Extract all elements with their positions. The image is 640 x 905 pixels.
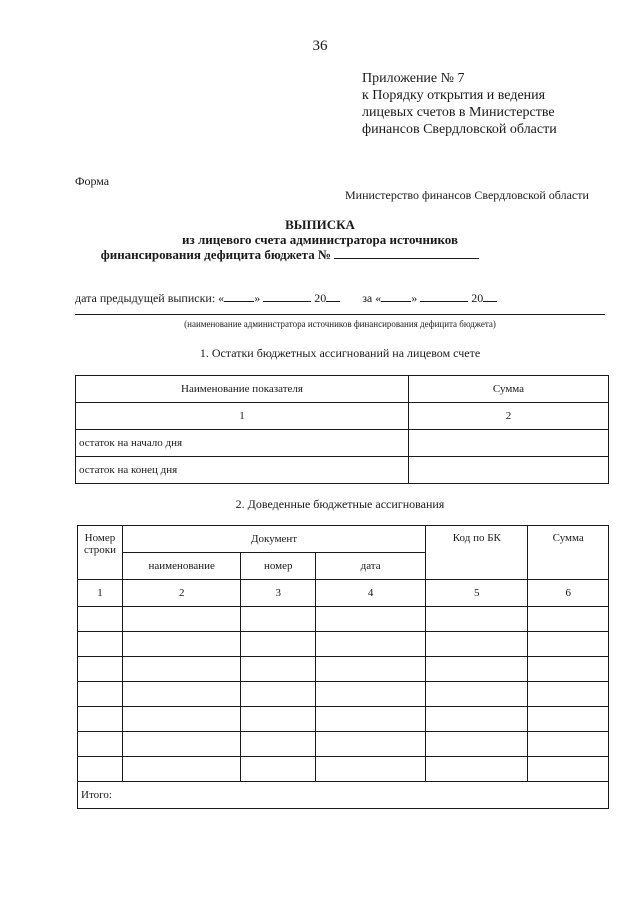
cell[interactable] [241, 657, 316, 682]
assignments-table [77, 525, 609, 809]
table-row [76, 430, 609, 457]
prev-month-blank[interactable] [263, 290, 311, 302]
table-row [76, 457, 609, 484]
page-number: 36 [312, 38, 328, 54]
quote-close: » [411, 291, 418, 305]
header-sum: Сумма [528, 526, 609, 580]
cell[interactable] [528, 682, 609, 707]
col-num: 5 [426, 580, 528, 607]
admin-name-line[interactable] [75, 314, 605, 315]
subheader-date: дата [316, 553, 426, 580]
title-line-2: из лицевого счета администратора источников [182, 232, 458, 247]
appendix-note [362, 70, 557, 138]
appendix-line: лицевых счетов в Министерстве [362, 105, 555, 120]
cell[interactable] [122, 707, 241, 732]
col-num: 6 [528, 580, 609, 607]
table-row [78, 757, 609, 782]
cell[interactable] [122, 732, 241, 757]
cell[interactable] [241, 632, 316, 657]
header-sum: Сумма [409, 376, 609, 403]
cell[interactable] [78, 607, 123, 632]
row-label: остаток на начало дня [76, 430, 409, 457]
year-prefix: 20 [471, 291, 484, 305]
cell[interactable] [426, 707, 528, 732]
cell[interactable] [426, 657, 528, 682]
title-line-1: ВЫПИСКА [285, 217, 355, 232]
cell[interactable] [241, 757, 316, 782]
ministry-name: Министерство финансов Свердловской области [345, 188, 589, 202]
row-label: остаток на конец дня [76, 457, 409, 484]
appendix-line: финансов Свердловской области [362, 122, 557, 137]
cell[interactable] [241, 707, 316, 732]
cell[interactable] [528, 657, 609, 682]
title-line-3-text: финансирования дефицита бюджета № [100, 247, 332, 262]
cell[interactable] [426, 732, 528, 757]
table-row [78, 632, 609, 657]
cell[interactable] [241, 732, 316, 757]
cell[interactable] [316, 707, 426, 732]
cell[interactable] [78, 707, 123, 732]
cell[interactable] [316, 657, 426, 682]
header-document: Документ [122, 526, 425, 553]
cell[interactable] [241, 607, 316, 632]
table-row [78, 732, 609, 757]
sum-cell[interactable] [409, 457, 609, 484]
prev-day-blank[interactable] [224, 290, 254, 302]
col-num: 2 [122, 580, 241, 607]
cell[interactable] [316, 757, 426, 782]
total-row [78, 782, 609, 809]
year-prefix: 20 [314, 291, 327, 305]
prev-date-label: дата предыдущей выписки: « [75, 291, 225, 305]
cell[interactable] [122, 632, 241, 657]
table-row [78, 657, 609, 682]
quote-close: » [254, 291, 261, 305]
for-day-blank[interactable] [381, 290, 411, 302]
cell[interactable] [316, 732, 426, 757]
title-line-3 [0, 247, 610, 262]
cell[interactable] [122, 682, 241, 707]
subheader-number: номер [241, 553, 316, 580]
admin-caption: (наименование администратора источников финансирования дефицита бюджета) [184, 319, 496, 329]
form-label: Форма [75, 174, 110, 188]
col-num: 1 [76, 403, 409, 430]
subheader-name: наименование [122, 553, 241, 580]
for-year-blank[interactable] [483, 290, 497, 302]
prev-year-blank[interactable] [326, 290, 340, 302]
cell[interactable] [316, 607, 426, 632]
cell[interactable] [528, 757, 609, 782]
section-1-title: 1. Остатки бюджетных ассигнований на лицевом счете [199, 346, 481, 360]
appendix-line: к Порядку открытия и ведения [362, 88, 546, 103]
cell[interactable] [528, 607, 609, 632]
cell[interactable] [316, 632, 426, 657]
document-title [0, 217, 640, 262]
cell[interactable] [528, 732, 609, 757]
cell[interactable] [78, 682, 123, 707]
for-date-label: за « [362, 291, 382, 305]
table-row [78, 707, 609, 732]
table-row [78, 682, 609, 707]
cell[interactable] [426, 682, 528, 707]
cell[interactable] [426, 632, 528, 657]
cell[interactable] [528, 632, 609, 657]
account-number-blank[interactable] [334, 247, 479, 259]
cell[interactable] [78, 657, 123, 682]
col-num: 2 [409, 403, 609, 430]
appendix-line: Приложение № 7 [362, 71, 465, 86]
cell[interactable] [316, 682, 426, 707]
header-row-number: Номер строки [78, 526, 123, 580]
col-num: 1 [78, 580, 123, 607]
total-label: Итого: [78, 782, 609, 809]
cell[interactable] [78, 732, 123, 757]
cell[interactable] [241, 682, 316, 707]
cell[interactable] [528, 707, 609, 732]
cell[interactable] [426, 757, 528, 782]
sum-cell[interactable] [409, 430, 609, 457]
header-kbk: Код по БК [426, 526, 528, 580]
cell[interactable] [78, 632, 123, 657]
header-indicator: Наименование показателя [76, 376, 409, 403]
balances-table [75, 375, 609, 484]
cell[interactable] [426, 607, 528, 632]
cell[interactable] [122, 657, 241, 682]
table-row [78, 607, 609, 632]
cell[interactable] [122, 607, 241, 632]
section-2-title: 2. Доведенные бюджетные ассигнования [235, 497, 445, 511]
cell[interactable] [78, 757, 123, 782]
dates-line [75, 290, 497, 306]
for-month-blank[interactable] [420, 290, 468, 302]
cell[interactable] [122, 757, 241, 782]
col-num: 3 [241, 580, 316, 607]
col-num: 4 [316, 580, 426, 607]
